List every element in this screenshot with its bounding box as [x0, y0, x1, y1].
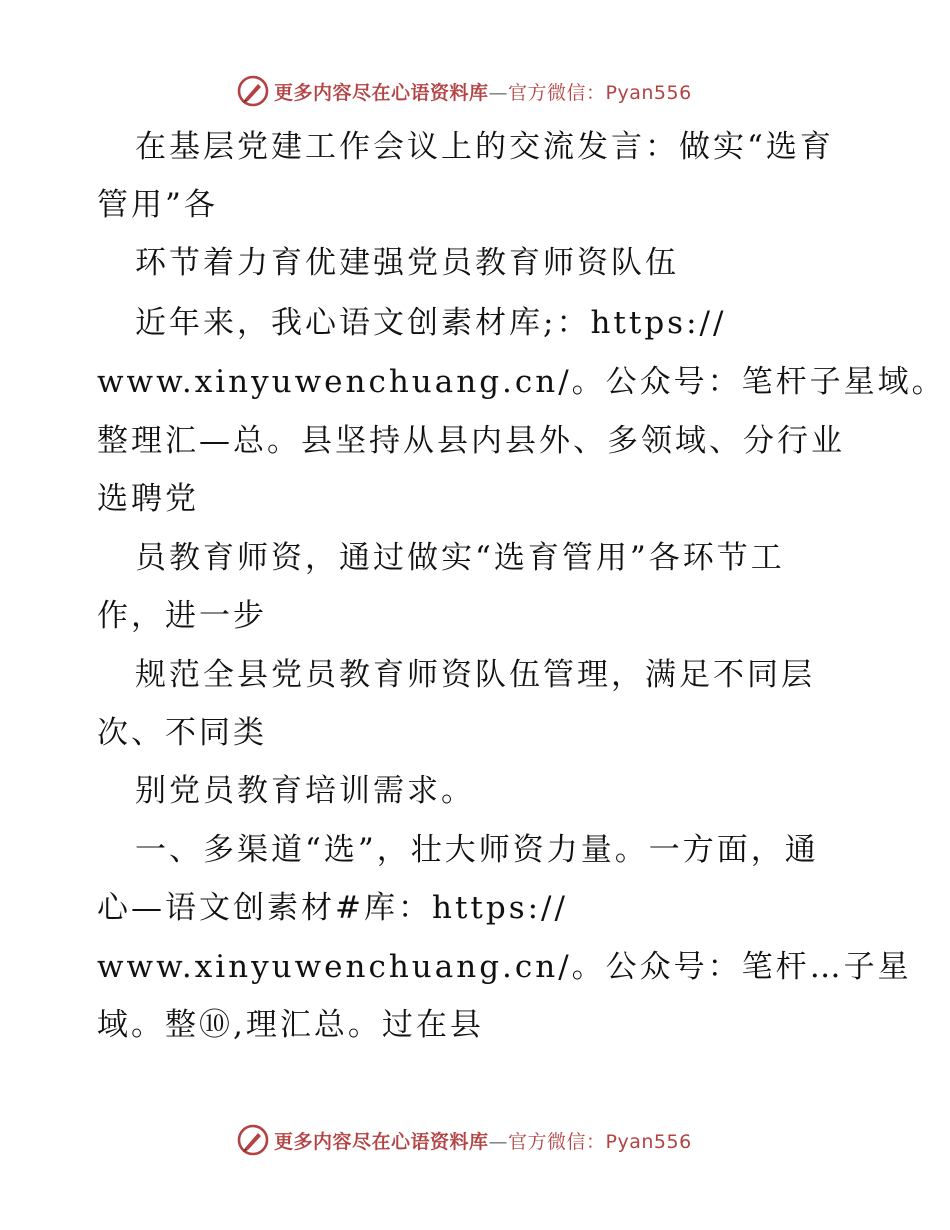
pen-circle-icon	[236, 1123, 270, 1157]
footer-wechat-text: 官方微信：Pyan556	[508, 1130, 692, 1153]
banner-separator: —	[488, 81, 509, 104]
doc-line-16: 域。整⑩,理汇总。过在县	[97, 1007, 484, 1043]
doc-line-13: 一、多渠道“选”，壮大师资力量。一方面，通	[135, 832, 819, 868]
doc-line-11: 次、不同类	[97, 715, 267, 751]
doc-line-9: 作，进一步	[97, 598, 267, 634]
doc-line-10: 规范全县党员教育师资队伍管理，满足不同层	[135, 657, 815, 693]
footer-banner-content	[236, 1120, 692, 1160]
doc-line-8: 员教育师资，通过做实“选育管用”各环节工	[135, 540, 785, 576]
header-banner-text	[274, 78, 692, 105]
footer-banner	[0, 1120, 950, 1160]
banner-lead-text: 更多内容尽在心语资料库	[274, 81, 489, 104]
header-banner	[0, 71, 950, 111]
doc-line-4: 近年来，我心语文创素材库;：https://	[135, 305, 727, 341]
footer-banner-text	[274, 1127, 692, 1154]
doc-line-7: 选聘党	[97, 481, 199, 517]
header-banner-content	[236, 71, 692, 111]
footer-lead-text: 更多内容尽在心语资料库	[274, 1130, 489, 1153]
doc-line-5: www.xinyuwenchuang.cn/。公众号：笔杆子星域。	[97, 364, 946, 400]
doc-line-15: www.xinyuwenchuang.cn/。公众号：笔杆…子星	[97, 949, 912, 985]
doc-line-14: 心—语文创素材#库：https://	[97, 890, 568, 926]
doc-line-2: 管用”各	[97, 187, 218, 223]
banner-wechat-text: 官方微信：Pyan556	[508, 81, 692, 104]
footer-separator: —	[488, 1130, 509, 1153]
doc-line-1: 在基层党建工作会议上的交流发言：做实“选育	[135, 129, 834, 165]
doc-line-6: 整理汇—总。县坚持从县内县外、多领域、分行业	[97, 423, 845, 459]
doc-line-3: 环节着力育优建强党员教育师资队伍	[135, 245, 679, 281]
doc-line-12: 别党员教育培训需求。	[135, 773, 475, 809]
pen-circle-icon	[236, 74, 270, 108]
